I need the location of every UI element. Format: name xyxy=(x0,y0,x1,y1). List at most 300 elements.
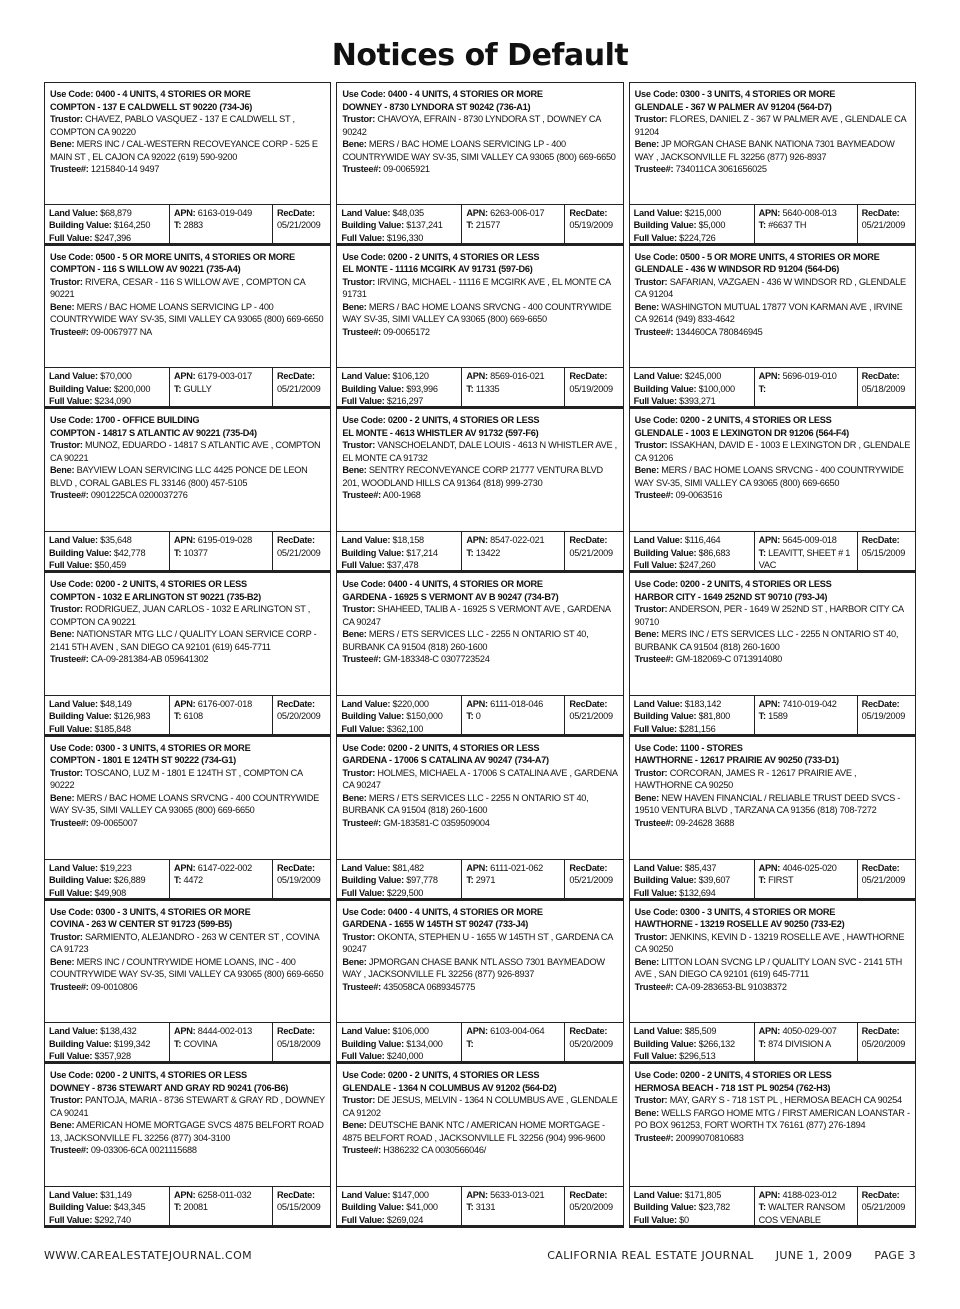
full-value-label: Full Value: xyxy=(341,396,385,407)
trustor-value: CHAVOYA, EFRAIN - 8730 LYNDORA ST , DOWNEY CA 90242 xyxy=(342,114,601,137)
recording-date-label-row xyxy=(862,370,912,383)
beneficiary-line xyxy=(342,1119,618,1144)
trustee-number-label: Trustee#: xyxy=(342,654,381,665)
trustee-number-line xyxy=(342,817,618,830)
land-value-label: Land Value: xyxy=(633,371,683,382)
trustee-number-value: 134460CA 780846945 xyxy=(675,326,763,337)
recording-column xyxy=(858,205,915,243)
trustee-number-label: Trustee#: xyxy=(342,981,381,992)
trustor-label: Trustor: xyxy=(634,1095,668,1106)
trustee-number-line xyxy=(342,163,618,176)
trustee-number-line xyxy=(50,326,326,339)
recording-date-label-row xyxy=(277,1025,327,1038)
tract-row xyxy=(466,547,561,560)
trustee-number-line xyxy=(342,1144,618,1157)
apn-row xyxy=(174,370,269,383)
parcel-column xyxy=(755,696,858,734)
building-value-row xyxy=(634,874,751,887)
notice-body xyxy=(45,1064,330,1187)
beneficiary-line xyxy=(635,628,911,653)
land-value-label: Land Value: xyxy=(633,535,683,546)
property-values xyxy=(630,368,915,408)
land-value-label: Land Value: xyxy=(49,207,98,218)
recording-column xyxy=(273,1023,330,1061)
notice-card xyxy=(44,1064,331,1228)
notice-body xyxy=(337,901,622,1024)
building-value-value: $97,778 xyxy=(406,875,438,886)
recording-date-label-label: RecDate: xyxy=(569,535,608,546)
notice-card xyxy=(336,737,623,901)
tract-row xyxy=(466,383,561,396)
tract-value: 10377 xyxy=(183,547,208,558)
notice-card xyxy=(44,573,331,737)
full-value-value: $0 xyxy=(679,1214,689,1225)
building-value-label: Building Value: xyxy=(341,875,404,886)
trustee-number-label: Trustee#: xyxy=(342,326,381,337)
tract-label: T: xyxy=(174,711,182,722)
beneficiary-value: MERS / BAC HOME LOANS SERVICING LP - 400 COUNTRYWIDE WAY SV-35, SIMI VALLEY CA 93065 (800) 669-6650 xyxy=(50,301,324,325)
tract-value: 0 xyxy=(475,711,481,722)
trustor-value: RIVERA, CESAR - 116 S WILLOW AVE , COMPTON CA 90221 xyxy=(50,276,306,300)
use-code: Use Code: 0300 - 3 UNITS, 4 STORIES OR MORE xyxy=(634,89,836,99)
parcel-column xyxy=(462,860,565,898)
property-values xyxy=(630,1187,915,1227)
recording-date: 05/21/2009 xyxy=(569,875,613,886)
full-value-value: $229,500 xyxy=(386,887,424,898)
land-value-value: $106,120 xyxy=(392,371,429,382)
values-column xyxy=(630,205,755,243)
notice-card xyxy=(336,1064,623,1228)
full-value-row xyxy=(634,1050,751,1061)
building-value-label: Building Value: xyxy=(49,547,112,558)
tract-value: GULLY xyxy=(183,383,212,394)
beneficiary-label: Bene: xyxy=(634,139,659,149)
trustor-value: RODRIGUEZ, JUAN CARLOS - 1032 E ARLINGTON ST , COMPTON CA 90221 xyxy=(50,604,311,627)
recording-date-label-row xyxy=(277,370,327,383)
trustee-number-line xyxy=(342,326,618,339)
property-address: HERMOSA BEACH - 718 1ST PL 90254 (762-H3) xyxy=(634,1082,831,1093)
trustee-number-line xyxy=(342,653,618,666)
apn-label: APN: xyxy=(466,1026,488,1037)
tract-label: T: xyxy=(174,547,182,558)
recording-date-label-label: RecDate: xyxy=(277,1189,315,1200)
beneficiary-value: MERS / BAC HOME LOANS SRVCNG - 400 COUNTRYWIDE WAY SV-35, SIMI VALLEY CA 93065 (800) 669-6650 xyxy=(50,792,319,816)
apn-label: APN: xyxy=(174,862,196,873)
land-value-value: $70,000 xyxy=(100,371,132,382)
recording-column xyxy=(858,368,915,406)
full-value-label: Full Value: xyxy=(341,887,385,898)
tract-label: T: xyxy=(758,875,766,886)
building-value-label: Building Value: xyxy=(49,220,112,231)
full-value-row xyxy=(341,723,458,734)
recording-date-label-label: RecDate: xyxy=(277,371,315,382)
trustee-number-value: 09-0010806 xyxy=(90,981,138,992)
notice-body xyxy=(337,737,622,860)
apn-label: APN: xyxy=(174,698,196,709)
trustee-number-label: Trustee#: xyxy=(50,654,89,665)
land-value-value: $215,000 xyxy=(684,207,722,218)
property-values xyxy=(45,860,330,900)
full-value-row xyxy=(49,887,166,898)
land-value-value: $220,000 xyxy=(392,698,429,709)
land-value-label: Land Value: xyxy=(49,1026,98,1037)
trustor-label: Trustor: xyxy=(342,114,376,124)
building-value-label: Building Value: xyxy=(49,383,112,394)
trustee-number-label: Trustee#: xyxy=(634,981,674,992)
tract-row xyxy=(466,874,561,887)
property-values xyxy=(337,205,622,245)
footer-date: JUNE 1, 2009 xyxy=(775,1249,853,1262)
land-value-value: $48,035 xyxy=(392,207,424,218)
recording-date-label-label: RecDate: xyxy=(569,207,608,218)
building-value-value: $266,132 xyxy=(698,1038,735,1049)
notice-body xyxy=(630,409,915,532)
full-value-label: Full Value: xyxy=(633,232,677,243)
property-values xyxy=(630,532,915,572)
notice-card xyxy=(336,246,623,410)
trustor-value: HOLMES, MICHAEL A - 17006 S CATALINA AVE , GARDENA CA 90247 xyxy=(342,767,618,791)
tract-row xyxy=(174,1038,269,1051)
page-title: Notices of Default xyxy=(331,38,629,73)
trustee-number-label: Trustee#: xyxy=(634,817,674,828)
building-value-row xyxy=(341,219,458,232)
notice-body xyxy=(45,246,330,369)
land-value-label: Land Value: xyxy=(49,1189,98,1200)
apn-row xyxy=(466,1025,561,1038)
use-code: Use Code: 0200 - 2 UNITS, 4 STORIES OR LESS xyxy=(50,1070,247,1081)
building-value-row xyxy=(49,547,166,560)
land-value-label: Land Value: xyxy=(341,698,391,709)
tract-value: 3131 xyxy=(475,1202,496,1213)
parcel-column xyxy=(462,696,565,734)
recording-column xyxy=(565,368,622,406)
beneficiary-line xyxy=(635,138,911,163)
trustee-number-line xyxy=(50,817,326,830)
beneficiary-value: DEUTSCHE BANK NTC / AMERICAN HOME MORTGAGE - 4875 BELFORT ROAD , JACKSONVILLE FL 32256 (904) 996-9600 xyxy=(342,1120,605,1143)
notice-card xyxy=(44,409,331,573)
apn-value: 6103-004-064 xyxy=(490,1026,545,1037)
apn-value: 5696-019-010 xyxy=(782,371,837,382)
apn-label: APN: xyxy=(758,1026,781,1037)
property-address: HARBOR CITY - 1649 252ND ST 90710 (793-J4) xyxy=(634,591,828,602)
values-column xyxy=(337,696,462,734)
notice-body xyxy=(337,246,622,369)
apn-row xyxy=(174,207,269,220)
recording-date-label-label: RecDate: xyxy=(861,862,900,873)
land-value-value: $85,437 xyxy=(684,862,717,873)
land-value-row xyxy=(634,370,751,383)
apn-value: 5640-008-013 xyxy=(782,207,837,218)
recording-date: 05/20/2009 xyxy=(569,1038,613,1049)
recording-date-label-row xyxy=(862,1025,912,1038)
beneficiary-label: Bene: xyxy=(342,956,367,967)
notice-card xyxy=(336,409,623,573)
values-column xyxy=(337,532,462,570)
full-value-label: Full Value: xyxy=(49,1214,93,1225)
land-value-value: $68,879 xyxy=(100,207,132,218)
property-values xyxy=(45,205,330,245)
trustee-number-label: Trustee#: xyxy=(342,164,381,174)
recording-column xyxy=(565,205,622,243)
building-value-row xyxy=(634,1201,751,1214)
property-address: GARDENA - 1655 W 145TH ST 90247 (733-J4) xyxy=(342,919,529,930)
tract-label: T: xyxy=(466,220,474,231)
full-value-value: $292,740 xyxy=(94,1214,131,1225)
tract-row xyxy=(759,383,854,396)
recording-date-label-row xyxy=(862,207,912,220)
trustee-number-value: A00-1968 xyxy=(382,490,421,501)
building-value-label: Building Value: xyxy=(633,220,697,231)
full-value-row xyxy=(49,232,166,243)
property-address: GLENDALE - 436 W WINDSOR RD 91204 (564-D6) xyxy=(634,264,840,275)
building-value-value: $150,000 xyxy=(406,711,443,722)
beneficiary-label: Bene: xyxy=(634,792,659,803)
building-value-value: $41,000 xyxy=(406,1202,438,1213)
full-value-value: $357,928 xyxy=(94,1051,131,1062)
trustor-line xyxy=(635,931,911,956)
full-value-value: $49,908 xyxy=(94,887,126,898)
tract-label: T: xyxy=(758,711,766,722)
tract-row xyxy=(174,1201,269,1214)
notice-body xyxy=(45,737,330,860)
full-value-label: Full Value: xyxy=(633,560,677,571)
full-value-value: $240,000 xyxy=(386,1051,424,1062)
values-column xyxy=(337,1023,462,1061)
beneficiary-line xyxy=(635,1107,911,1132)
tract-label: T: xyxy=(466,875,474,886)
land-value-value: $31,149 xyxy=(100,1189,132,1200)
full-value-row xyxy=(634,395,751,406)
recording-date: 05/21/2009 xyxy=(277,220,321,231)
full-value-value: $269,024 xyxy=(386,1214,424,1225)
trustor-line xyxy=(50,113,326,138)
trustor-value: OKONTA, STEPHEN U - 1655 W 145TH ST , GARDENA CA 90247 xyxy=(342,931,613,955)
building-value-row xyxy=(49,219,166,232)
recording-date-label-row xyxy=(862,862,912,875)
property-address: COVINA - 263 W CENTER ST 91723 (599-B5) xyxy=(50,919,232,930)
building-value-label: Building Value: xyxy=(341,220,404,231)
trustee-number-value: 09-03306-6CA 0021115688 xyxy=(90,1145,197,1156)
apn-row xyxy=(759,698,854,711)
trustee-number-line xyxy=(635,489,911,502)
building-value-label: Building Value: xyxy=(49,1038,112,1049)
tract-label: T: xyxy=(758,220,766,231)
apn-row xyxy=(174,862,269,875)
beneficiary-label: Bene: xyxy=(50,139,75,149)
parcel-column xyxy=(462,1023,565,1061)
trustee-number-label: Trustee#: xyxy=(50,164,89,174)
tract-label: T: xyxy=(758,1038,766,1049)
apn-label: APN: xyxy=(174,207,196,218)
notice-body xyxy=(45,901,330,1024)
tract-value: COVINA xyxy=(183,1038,218,1049)
apn-row xyxy=(759,862,854,875)
trustor-line xyxy=(342,603,618,628)
trustor-value: SARMIENTO, ALEJANDRO - 263 W CENTER ST , COVINA CA 91723 xyxy=(50,931,320,955)
beneficiary-value: JPMORGAN CHASE BANK NTL ASSO 7301 BAYMEADOW WAY , JACKSONVILLE FL 32256 (877) 926-8937 xyxy=(342,956,605,980)
values-column xyxy=(45,368,170,406)
land-value-row xyxy=(341,207,458,220)
notice-body xyxy=(337,409,622,532)
use-code: Use Code: 0200 - 2 UNITS, 4 STORIES OR LESS xyxy=(342,415,540,426)
trustee-number-label: Trustee#: xyxy=(634,654,674,665)
full-value-label: Full Value: xyxy=(341,723,385,734)
apn-value: 4050-029-007 xyxy=(782,1026,837,1037)
recording-date-label-label: RecDate: xyxy=(861,535,900,546)
trustor-label: Trustor: xyxy=(50,276,83,287)
trustee-number-line xyxy=(635,326,911,339)
tract-row xyxy=(174,383,269,396)
building-value-label: Building Value: xyxy=(633,875,697,886)
full-value-value: $393,271 xyxy=(679,396,716,407)
use-code: Use Code: 0300 - 3 UNITS, 4 STORIES OR MORE xyxy=(634,906,836,917)
use-code: Use Code: 1100 - STORES xyxy=(634,742,743,753)
tract-value: 21577 xyxy=(475,220,501,231)
tract-label: T: xyxy=(174,1038,182,1049)
beneficiary-line xyxy=(635,956,911,981)
building-value-value: $39,607 xyxy=(698,875,731,886)
property-address: DOWNEY - 8730 LYNDORA ST 90242 (736-A1) xyxy=(342,101,531,112)
recording-column xyxy=(273,205,330,243)
property-values xyxy=(45,1023,330,1063)
footer-website[interactable]: WWW.CAREALESTATEJOURNAL.COM xyxy=(44,1249,253,1262)
values-column xyxy=(337,860,462,898)
notice-card xyxy=(44,737,331,901)
building-value-value: $42,778 xyxy=(113,547,146,558)
trustor-label: Trustor: xyxy=(634,767,668,778)
building-value-label: Building Value: xyxy=(49,711,112,722)
full-value-row xyxy=(49,395,166,406)
building-value-value: $81,800 xyxy=(698,711,731,722)
notice-card xyxy=(336,901,623,1065)
property-address: GLENDALE - 1003 E LEXINGTON DR 91206 (564-F4) xyxy=(634,427,849,438)
notice-body xyxy=(337,573,622,696)
building-value-value: $100,000 xyxy=(698,383,735,394)
beneficiary-label: Bene: xyxy=(342,629,367,640)
beneficiary-value: MERS / ETS SERVICES LLC - 2255 N ONTARIO ST 40, BURBANK CA 91504 (818) 260-1600 xyxy=(342,792,589,816)
apn-value: 4188-023-012 xyxy=(782,1189,837,1200)
apn-row xyxy=(466,1189,561,1202)
full-value-row xyxy=(49,1050,166,1061)
apn-value: 7410-019-042 xyxy=(782,698,837,709)
building-value-label: Building Value: xyxy=(341,383,404,394)
land-value-row xyxy=(341,534,458,547)
values-column xyxy=(45,696,170,734)
footer-publication: CALIFORNIA REAL ESTATE JOURNAL xyxy=(547,1249,754,1262)
full-value-label: Full Value: xyxy=(49,560,93,571)
notice-body xyxy=(630,901,915,1024)
tract-row xyxy=(759,710,854,723)
full-value-row xyxy=(49,559,166,570)
footer-page-number: PAGE 3 xyxy=(874,1249,916,1262)
building-value-value: $137,241 xyxy=(406,220,443,231)
notice-card xyxy=(629,246,916,410)
tract-value: 13422 xyxy=(475,547,501,558)
recording-date-label-row xyxy=(569,698,619,711)
values-column xyxy=(337,368,462,406)
apn-label: APN: xyxy=(174,535,196,546)
recording-column xyxy=(273,532,330,570)
recording-column xyxy=(858,1023,915,1061)
recording-column xyxy=(858,532,915,570)
trustee-number-value: CA-09-283653-BL 91038372 xyxy=(675,981,787,992)
notice-body xyxy=(630,737,915,860)
tract-value: #6637 TH xyxy=(768,220,807,231)
use-code: Use Code: 0400 - 4 UNITS, 4 STORIES OR MORE xyxy=(342,89,543,99)
building-value-value: $23,782 xyxy=(698,1202,731,1213)
building-value-row xyxy=(634,219,751,232)
land-value-row xyxy=(341,862,458,875)
trustor-line xyxy=(342,767,618,792)
beneficiary-value: NATIONSTAR MTG LLC / QUALITY LOAN SERVICE CORP - 2141 5TH AVEN , SAN DIEGO CA 92101 (619) 645-7711 xyxy=(50,629,317,652)
apn-label: APN: xyxy=(758,207,781,218)
trustor-label: Trustor: xyxy=(342,931,376,942)
trustee-number-value: 09-0065921 xyxy=(383,164,430,174)
beneficiary-line xyxy=(50,138,326,163)
beneficiary-label: Bene: xyxy=(634,956,659,967)
parcel-column xyxy=(755,1187,858,1225)
building-value-value: $17,214 xyxy=(406,547,438,558)
notice-card xyxy=(44,82,331,246)
values-column xyxy=(45,1187,170,1225)
property-values xyxy=(337,860,622,900)
apn-label: APN: xyxy=(758,371,781,382)
trustee-number-label: Trustee#: xyxy=(50,981,89,992)
trustor-value: CHAVEZ, PABLO VASQUEZ - 137 E CALDWELL ST , COMPTON CA 90220 xyxy=(50,114,295,137)
trustor-line xyxy=(50,276,326,301)
trustor-label: Trustor: xyxy=(634,604,668,615)
parcel-column xyxy=(170,1187,273,1225)
building-value-label: Building Value: xyxy=(49,875,112,886)
property-address: EL MONTE - 11116 MCGIRK AV 91731 (597-D6) xyxy=(342,264,533,275)
recording-date-label-row xyxy=(569,1189,619,1202)
tract-value: WALTER RANSOM COS VENABLE xyxy=(758,1202,846,1225)
apn-label: APN: xyxy=(466,371,488,382)
full-value-label: Full Value: xyxy=(633,1051,677,1062)
trustee-number-value: 1215840-14 9497 xyxy=(90,164,160,174)
land-value-value: $81,482 xyxy=(392,862,424,873)
apn-row xyxy=(174,534,269,547)
trustee-number-label: Trustee#: xyxy=(634,326,674,337)
land-value-row xyxy=(341,1025,458,1038)
beneficiary-line xyxy=(342,956,618,981)
beneficiary-line xyxy=(342,792,618,817)
apn-label: APN: xyxy=(758,1189,781,1200)
trustee-number-line xyxy=(635,163,911,176)
trustor-value: MUNOZ, EDUARDO - 14817 S ATLANTIC AVE , COMPTON CA 90221 xyxy=(50,440,321,463)
trustee-number-line xyxy=(342,981,618,994)
building-value-value: $5,000 xyxy=(698,220,726,231)
recording-date-label-label: RecDate: xyxy=(569,698,608,709)
values-column xyxy=(630,368,755,406)
use-code: Use Code: 0200 - 2 UNITS, 4 STORIES OR LESS xyxy=(342,251,540,262)
apn-value: 8547-022-021 xyxy=(490,535,545,546)
full-value-value: $196,330 xyxy=(386,232,424,243)
apn-label: APN: xyxy=(174,1026,196,1037)
beneficiary-value: MERS INC / ETS SERVICES LLC - 2255 N ONTARIO ST 40, BURBANK CA 91504 (818) 260-1600 xyxy=(634,629,899,652)
values-column xyxy=(630,1187,755,1225)
land-value-row xyxy=(49,370,166,383)
building-value-label: Building Value: xyxy=(341,547,404,558)
beneficiary-line xyxy=(342,464,618,489)
building-value-label: Building Value: xyxy=(49,1202,112,1213)
apn-label: APN: xyxy=(174,371,196,382)
trustor-value: VANSCHOELANDT, DALE LOUIS - 4613 N WHISTLER AVE , EL MONTE CA 91732 xyxy=(342,440,617,463)
full-value-value: $185,848 xyxy=(94,723,131,734)
property-address: GARDENA - 16925 S VERMONT AV B 90247 (734-B7) xyxy=(342,591,559,602)
recording-date-label-row xyxy=(862,1189,912,1202)
beneficiary-value: MERS / BAC HOME LOANS SRVCNG - 400 COUNTRYWIDE WAY SV-35, SIMI VALLEY CA 93065 (800) 669-6650 xyxy=(342,301,612,325)
